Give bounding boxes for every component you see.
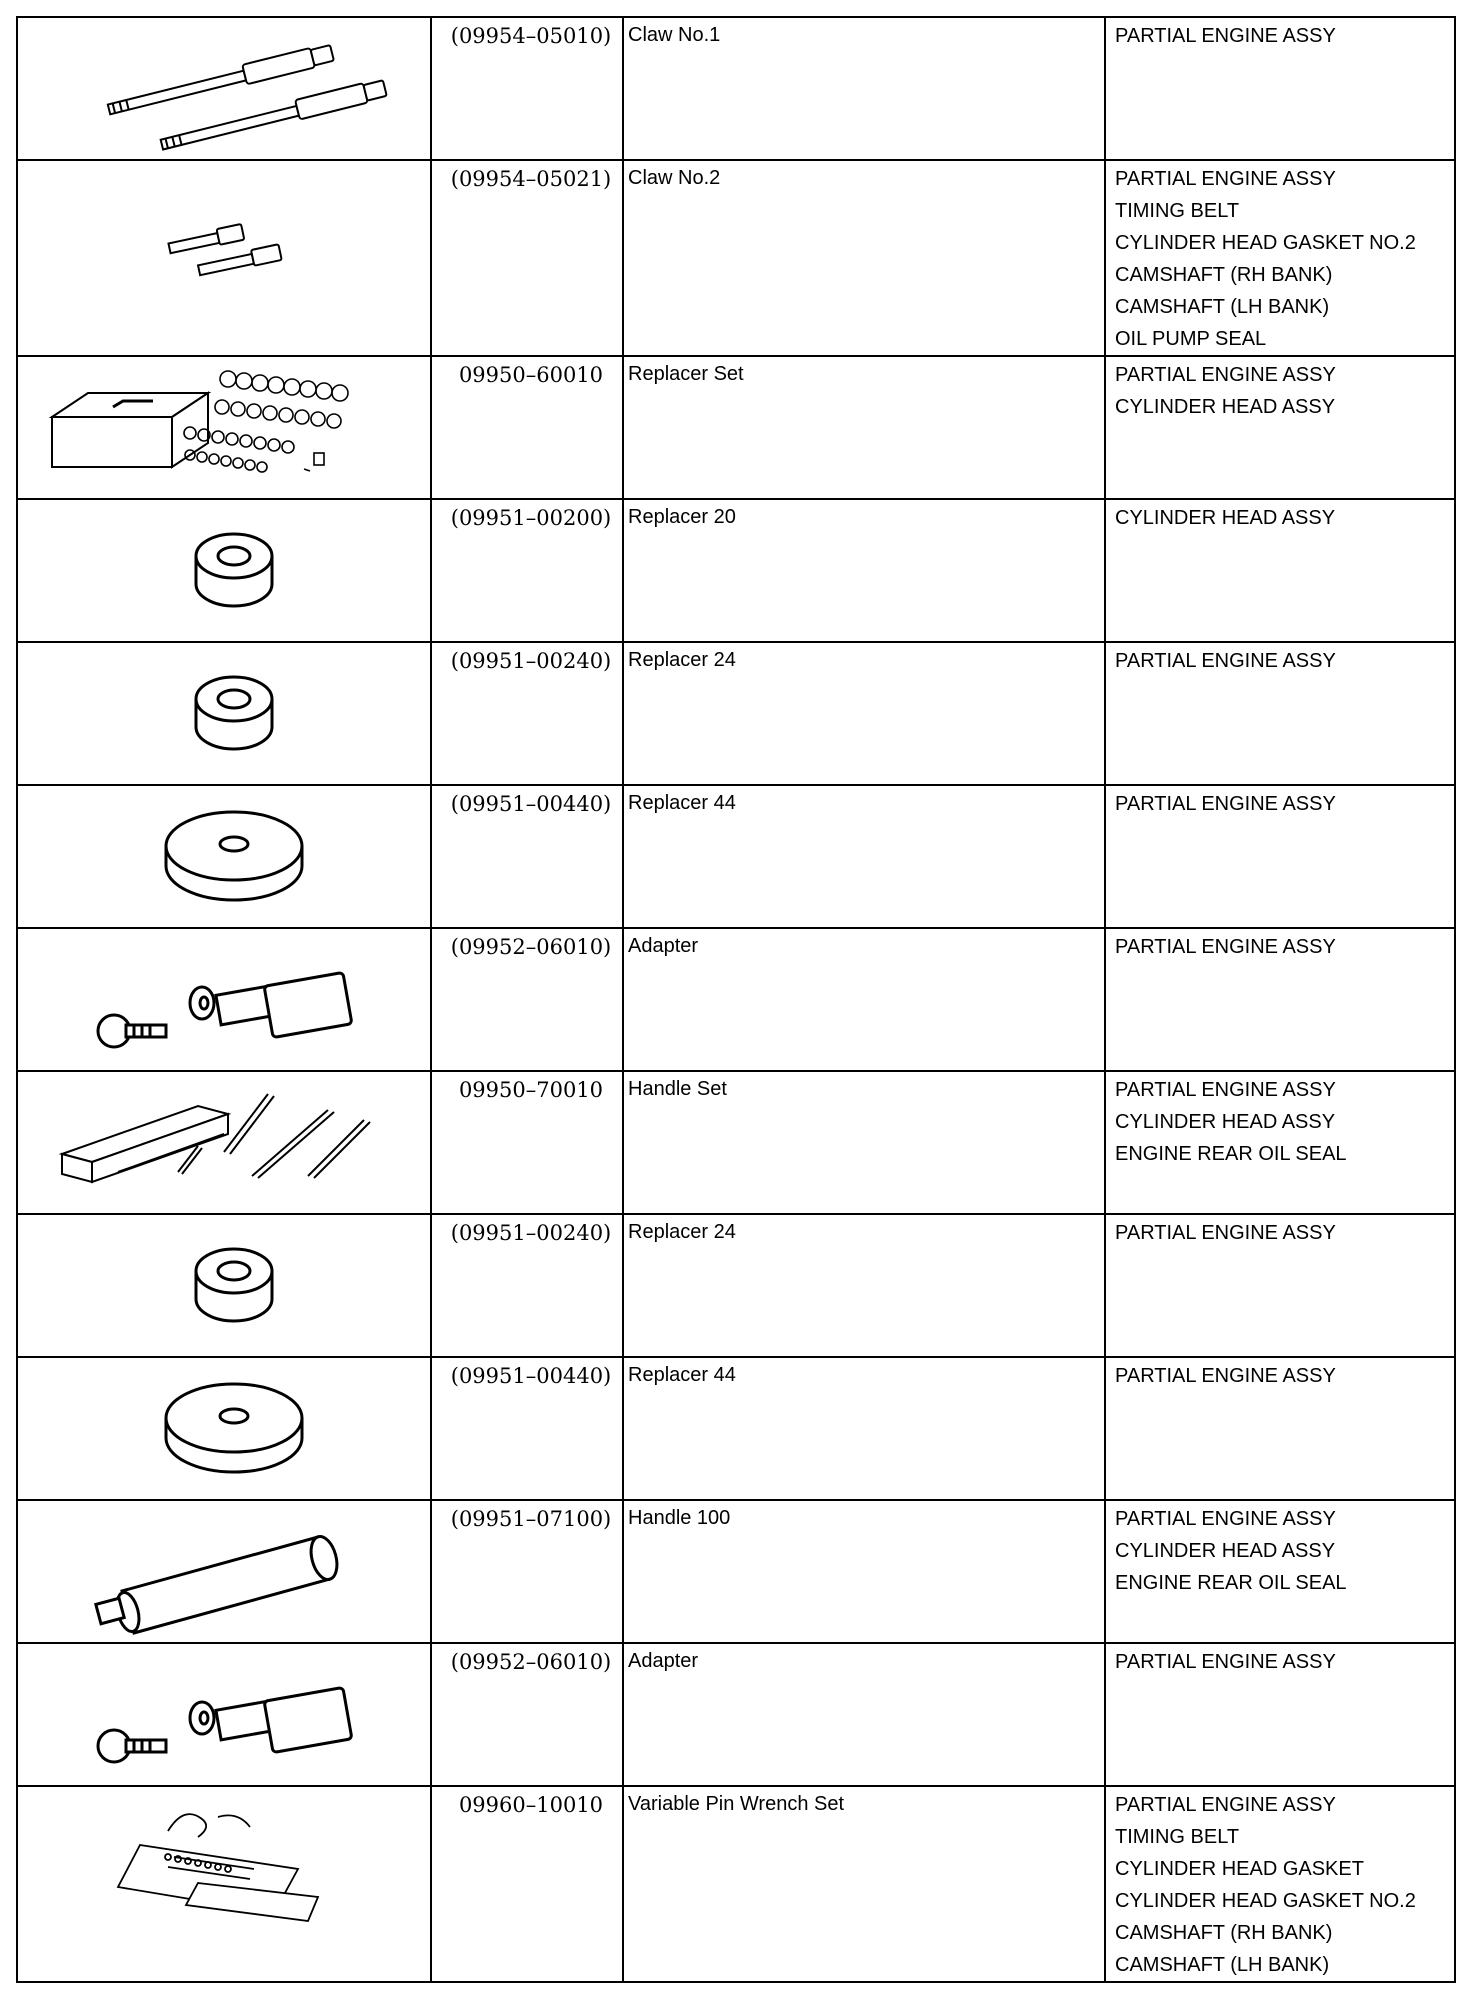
used-for-item: TIMING BELT xyxy=(1115,200,1240,222)
table-row xyxy=(17,1786,1455,1982)
used-for-item: CYLINDER HEAD GASKET xyxy=(1115,1858,1364,1880)
table-row xyxy=(17,928,1455,1071)
part-number: (09954–05021) xyxy=(431,160,623,356)
tool-name: Replacer Set xyxy=(623,356,1105,499)
tool-illustration-cell xyxy=(17,928,431,1071)
used-for-item: PARTIAL ENGINE ASSY xyxy=(1115,364,1336,386)
used-for-list xyxy=(1105,499,1455,642)
tool-name: Claw No.2 xyxy=(623,160,1105,356)
part-number: (09951–00440) xyxy=(431,785,623,928)
used-for-item: ENGINE REAR OIL SEAL xyxy=(1115,1572,1347,1594)
special-service-tools-table xyxy=(16,16,1456,1983)
tool-name: Claw No.1 xyxy=(623,17,1105,160)
part-number: 09950–60010 xyxy=(431,356,623,499)
tool-name: Adapter xyxy=(623,1643,1105,1786)
used-for-item: ENGINE REAR OIL SEAL xyxy=(1115,1143,1347,1165)
tool-illustration-cell xyxy=(17,160,431,356)
table-row xyxy=(17,785,1455,928)
used-for-list xyxy=(1105,1786,1455,1982)
used-for-list xyxy=(1105,356,1455,499)
part-number: (09951–07100) xyxy=(431,1500,623,1643)
tool-illustration-cell xyxy=(17,1214,431,1357)
used-for-list xyxy=(1105,642,1455,785)
used-for-item: CYLINDER HEAD ASSY xyxy=(1115,396,1336,418)
table-row xyxy=(17,17,1455,160)
tool-illustration-cell xyxy=(17,785,431,928)
used-for-item: CYLINDER HEAD ASSY xyxy=(1115,507,1336,529)
tool-name: Replacer 44 xyxy=(623,1357,1105,1500)
part-number: (09952–06010) xyxy=(431,928,623,1071)
tool-name: Adapter xyxy=(623,928,1105,1071)
used-for-item: PARTIAL ENGINE ASSY xyxy=(1115,1508,1336,1530)
tool-name: Replacer 44 xyxy=(623,785,1105,928)
tool-illustration-cell xyxy=(17,1643,431,1786)
part-number: 09960–10010 xyxy=(431,1786,623,1982)
used-for-item: CYLINDER HEAD ASSY xyxy=(1115,1540,1336,1562)
part-number: (09954–05010) xyxy=(431,17,623,160)
table-row xyxy=(17,1357,1455,1500)
tool-illustration-cell xyxy=(17,1357,431,1500)
used-for-item: PARTIAL ENGINE ASSY xyxy=(1115,1079,1336,1101)
part-number: (09951–00240) xyxy=(431,642,623,785)
used-for-item: PARTIAL ENGINE ASSY xyxy=(1115,25,1336,47)
used-for-item: PARTIAL ENGINE ASSY xyxy=(1115,1222,1336,1244)
used-for-item: PARTIAL ENGINE ASSY xyxy=(1115,936,1336,958)
part-number: (09951–00240) xyxy=(431,1214,623,1357)
used-for-list xyxy=(1105,1643,1455,1786)
part-number: 09950–70010 xyxy=(431,1071,623,1214)
used-for-item: PARTIAL ENGINE ASSY xyxy=(1115,793,1336,815)
used-for-list xyxy=(1105,928,1455,1071)
tool-name: Replacer 24 xyxy=(623,1214,1105,1357)
used-for-list xyxy=(1105,785,1455,928)
used-for-list xyxy=(1105,1357,1455,1500)
tool-name: Replacer 20 xyxy=(623,499,1105,642)
part-number: (09951–00440) xyxy=(431,1357,623,1500)
table-row xyxy=(17,1071,1455,1214)
table-row xyxy=(17,642,1455,785)
part-number: (09952–06010) xyxy=(431,1643,623,1786)
used-for-item: CYLINDER HEAD GASKET NO.2 xyxy=(1115,232,1416,254)
used-for-item: CYLINDER HEAD ASSY xyxy=(1115,1111,1336,1133)
tool-illustration-cell xyxy=(17,17,431,160)
used-for-item: CAMSHAFT (LH BANK) xyxy=(1115,296,1330,318)
tool-illustration-cell xyxy=(17,1071,431,1214)
used-for-list xyxy=(1105,1500,1455,1643)
tool-illustration-cell xyxy=(17,1786,431,1982)
used-for-item: PARTIAL ENGINE ASSY xyxy=(1115,1794,1336,1816)
used-for-item: PARTIAL ENGINE ASSY xyxy=(1115,168,1336,190)
used-for-item: CAMSHAFT (LH BANK) xyxy=(1115,1954,1330,1976)
table-row xyxy=(17,160,1455,356)
tool-illustration-cell xyxy=(17,499,431,642)
used-for-item: CAMSHAFT (RH BANK) xyxy=(1115,1922,1333,1944)
tool-illustration-cell xyxy=(17,1500,431,1643)
table-row xyxy=(17,1500,1455,1643)
used-for-list xyxy=(1105,160,1455,356)
table-row xyxy=(17,1643,1455,1786)
tool-illustration-cell xyxy=(17,642,431,785)
used-for-item: TIMING BELT xyxy=(1115,1826,1240,1848)
table-row xyxy=(17,1214,1455,1357)
tool-name: Handle Set xyxy=(623,1071,1105,1214)
tool-illustration-cell xyxy=(17,356,431,499)
used-for-list xyxy=(1105,17,1455,160)
used-for-item: CYLINDER HEAD GASKET NO.2 xyxy=(1115,1890,1416,1912)
used-for-item: CAMSHAFT (RH BANK) xyxy=(1115,264,1333,286)
tool-name: Variable Pin Wrench Set xyxy=(623,1786,1105,1982)
used-for-item: PARTIAL ENGINE ASSY xyxy=(1115,1651,1336,1673)
part-number: (09951–00200) xyxy=(431,499,623,642)
used-for-item: PARTIAL ENGINE ASSY xyxy=(1115,1365,1336,1387)
tool-name: Replacer 24 xyxy=(623,642,1105,785)
table-row xyxy=(17,499,1455,642)
tool-name: Handle 100 xyxy=(623,1500,1105,1643)
table-row xyxy=(17,356,1455,499)
used-for-item: PARTIAL ENGINE ASSY xyxy=(1115,650,1336,672)
used-for-list xyxy=(1105,1214,1455,1357)
used-for-item: OIL PUMP SEAL xyxy=(1115,328,1267,350)
used-for-list xyxy=(1105,1071,1455,1214)
